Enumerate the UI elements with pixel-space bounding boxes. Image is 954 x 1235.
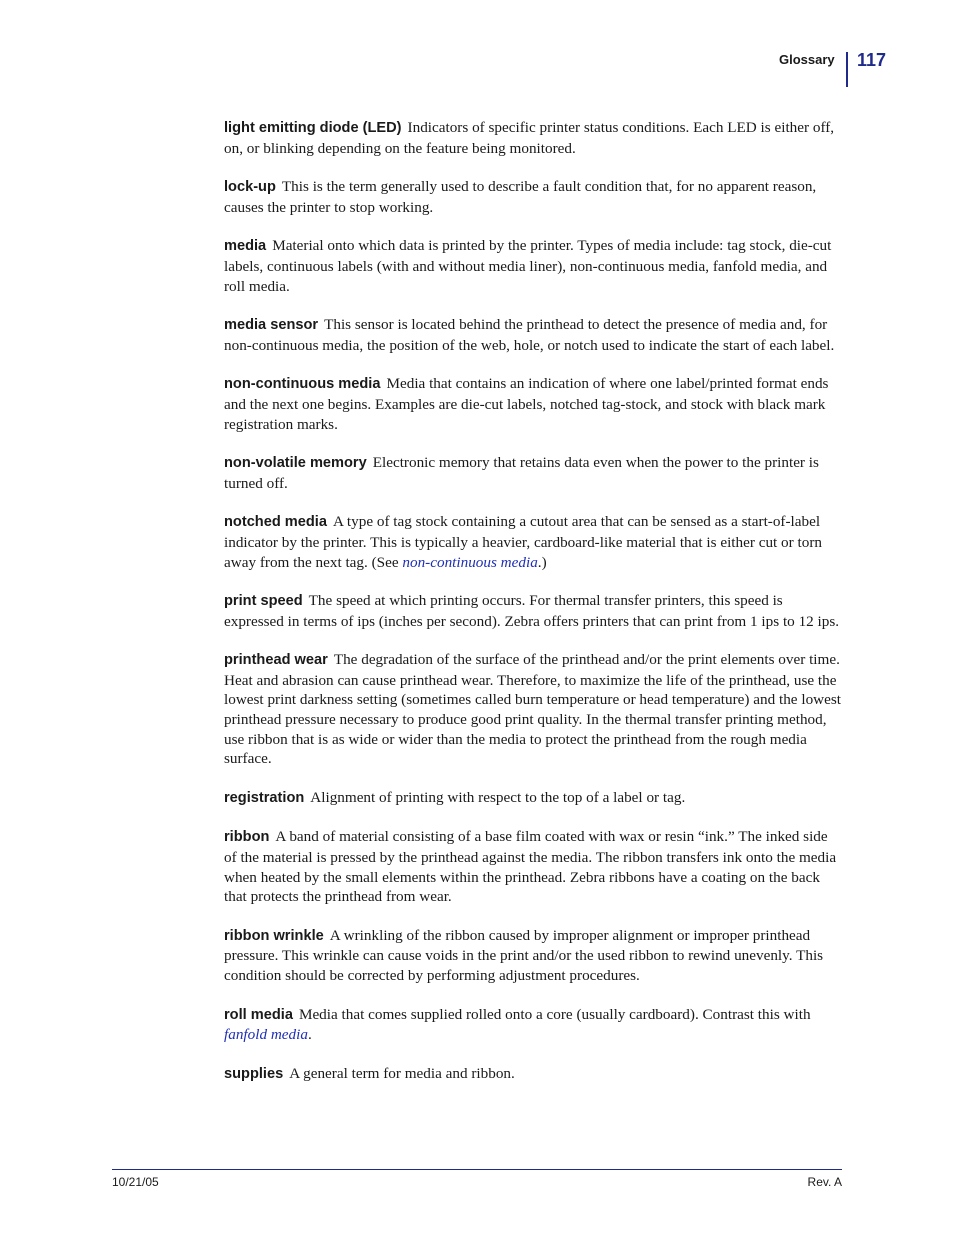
glossary-term: non-continuous media — [224, 376, 381, 393]
glossary-term: media sensor — [224, 317, 319, 334]
glossary-definition-end: .) — [537, 553, 547, 571]
glossary-definition: The degradation of the surface of the printhead and/or the print elements over time. Heat and abrasion can cause printhead wear. Therefore, to maximize the life of the printhead, use the lowest print darkness setting (sometimes called burn temperature or head temperature) and the lowest printhead pressure necessary to produce good print quality. In the thermal transfer printing method, use ribbon that is as wide or wider than the media to protect the printhead from the rough media surface. — [224, 651, 841, 768]
glossary-definition: A wrinkling of the ribbon caused by improper alignment or improper printhead pressure. This wrinkle can cause voids in the print and/or the used ribbon to rewind unevenly. This condition should be corrected by performing adjustment procedures. — [224, 926, 824, 984]
glossary-entry — [224, 453, 842, 493]
glossary-entry — [224, 236, 842, 296]
glossary-entry — [224, 512, 842, 572]
glossary-term: non-volatile memory — [224, 455, 367, 472]
glossary-definition: Media that contains an indication of where one label/printed format ends and the next one begins. Examples are die-cut labels, notched tag-stock, and stock with black mark registration marks. — [224, 375, 829, 433]
glossary-entry — [224, 650, 842, 769]
glossary-definition: A type of tag stock containing a cutout area that can be sensed as a start-of-label indicator by the printer. This is typically a heavier, cardboard-like material that is either cut or torn away from the next tag. (See — [224, 513, 822, 571]
glossary-definition: This sensor is located behind the printhead to detect the presence of media and, for non-continuous media, the position of the web, hole, or notch used to indicate the start of each label. — [224, 316, 835, 354]
glossary-entry — [224, 788, 842, 809]
glossary-definition: Alignment of printing with respect to the top of a label or tag. — [310, 788, 686, 806]
glossary-definition: Material onto which data is printed by the printer. Types of media include: tag stock, die-cut labels, continuous labels (with and without media liner), non-continuous media, fanfold media, and roll media. — [224, 237, 832, 295]
glossary-entries — [224, 118, 842, 1103]
running-header-section: Glossary — [779, 52, 835, 67]
glossary-term: media — [224, 238, 267, 255]
footer-revision: Rev. A — [807, 1175, 842, 1189]
glossary-term: registration — [224, 789, 305, 806]
glossary-term: print speed — [224, 593, 303, 610]
glossary-entry — [224, 591, 842, 631]
glossary-definition: This is the term generally used to describe a fault condition that, for no apparent reason, causes the printer to stop working. — [224, 178, 817, 216]
glossary-term: lock-up — [224, 179, 276, 196]
glossary-definition: A general term for media and ribbon. — [289, 1064, 515, 1082]
glossary-entry — [224, 177, 842, 217]
glossary-entry — [224, 315, 842, 355]
page-number: 117 — [857, 50, 887, 70]
glossary-definition-end: . — [307, 1026, 312, 1044]
header-divider — [846, 52, 848, 87]
glossary-term: notched media — [224, 514, 327, 531]
glossary-definition: The speed at which printing occurs. For thermal transfer printers, this speed is expressed in terms of ips (inches per second). Zebra offers printers that can print from 1 ips to 12 ips. — [224, 592, 840, 630]
glossary-entry — [224, 1064, 842, 1085]
glossary-term: supplies — [224, 1065, 284, 1082]
glossary-definition: Electronic memory that retains data even when the power to the printer is turned off. — [224, 454, 819, 492]
glossary-term: ribbon — [224, 829, 270, 846]
cross-reference-link[interactable]: non-continuous media — [402, 553, 538, 571]
glossary-term: roll media — [224, 1006, 293, 1023]
footer-divider — [112, 1169, 842, 1170]
cross-reference-link[interactable]: fanfold media — [224, 1026, 308, 1044]
glossary-definition: Indicators of specific printer status conditions. Each LED is either off, on, or blinking depending on the feature being monitored. — [224, 119, 835, 157]
glossary-definition: Media that comes supplied rolled onto a core (usually cardboard). Contrast this with — [298, 1005, 811, 1023]
glossary-entry — [224, 926, 842, 986]
glossary-entry — [224, 118, 842, 158]
glossary-entry — [224, 374, 842, 434]
glossary-definition: A band of material consisting of a base film coated with wax or resin “ink.” The inked side of the material is pressed by the printhead against the media. The ribbon transfers ink onto the media when heated by the small elements within the printhead. Zebra ribbons have a coating on the back that protects the printhead from wear. — [224, 828, 837, 906]
glossary-entry — [224, 1005, 842, 1045]
glossary-term: printhead wear — [224, 652, 328, 669]
glossary-term: ribbon wrinkle — [224, 927, 324, 944]
footer-date: 10/21/05 — [112, 1175, 159, 1189]
glossary-entry — [224, 827, 842, 906]
glossary-term: light emitting diode (LED) — [224, 120, 402, 136]
